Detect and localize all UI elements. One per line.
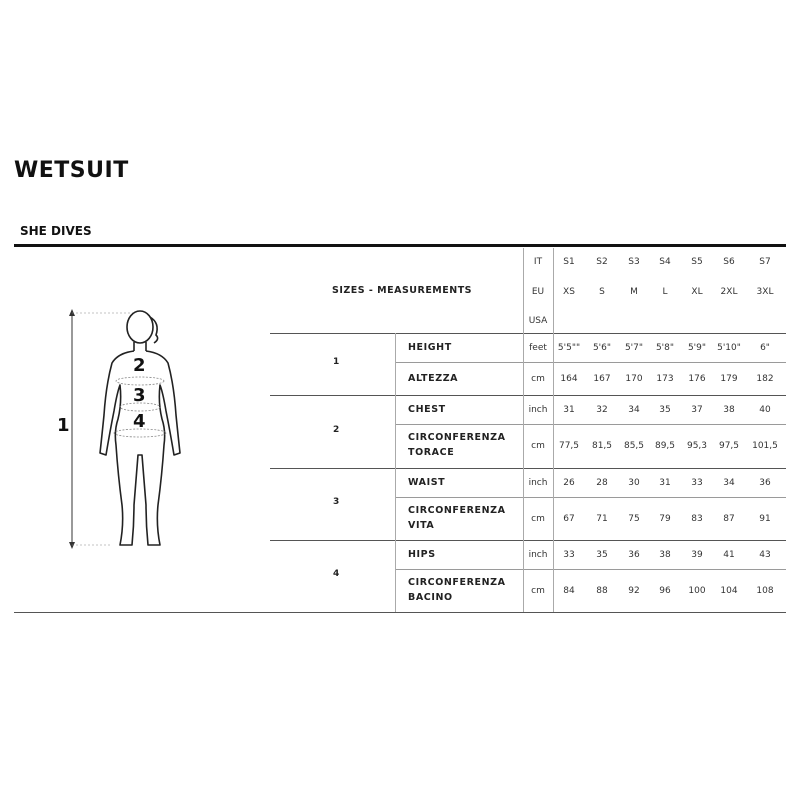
size-value: S5 — [691, 257, 703, 267]
size-value: L — [662, 287, 668, 297]
size-value: S3 — [628, 257, 640, 267]
measurement-value: 31 — [563, 404, 575, 415]
measurement-value: 26 — [563, 477, 575, 488]
unit-label: inch — [528, 404, 548, 415]
size-system-label: IT — [533, 257, 543, 267]
unit-label: inch — [528, 549, 548, 560]
measurement-value: 31 — [659, 477, 671, 488]
measurement-value: 75 — [628, 513, 640, 524]
size-value: M — [630, 287, 638, 297]
size-value: S — [599, 287, 605, 297]
measurement-value: 88 — [596, 585, 608, 596]
sizes-header-label: SIZES - MEASUREMENTS — [332, 285, 473, 296]
group-divider — [270, 333, 786, 334]
size-value: S2 — [596, 257, 608, 267]
measurement-value: 77,5 — [558, 441, 580, 451]
group-number: 3 — [333, 497, 340, 507]
measurement-value: 101,5 — [752, 441, 778, 451]
unit-label: inch — [528, 477, 548, 488]
measurement-value: 5'10" — [717, 342, 741, 353]
measurement-value: 35 — [596, 549, 608, 560]
measurement-value: 179 — [720, 373, 738, 384]
measurement-value: 83 — [691, 513, 703, 524]
measurement-label: HEIGHT — [408, 341, 452, 353]
measurement-label: ALTEZZA — [408, 372, 459, 384]
measurement-value: 5'6" — [592, 342, 612, 353]
measurement-value: 34 — [628, 404, 640, 415]
waist-marker: 3 — [133, 385, 146, 406]
size-value: S1 — [563, 257, 575, 267]
measurement-value: 91 — [759, 513, 771, 524]
unit-label: cm — [531, 373, 545, 384]
measurement-label: HIPS — [408, 548, 436, 560]
height-marker: 1 — [57, 415, 70, 436]
measurement-value: 164 — [560, 373, 578, 384]
size-system-label: USA — [528, 316, 548, 326]
measurement-value: 5'7" — [624, 342, 644, 353]
group-divider — [270, 468, 786, 469]
measurement-value: 6" — [760, 342, 770, 353]
column-divider — [553, 248, 554, 333]
measurement-value: 170 — [625, 373, 643, 384]
measurement-value: 176 — [688, 373, 706, 384]
page-title: WETSUIT — [14, 158, 129, 183]
unit-label: cm — [531, 585, 545, 596]
measurement-value: 28 — [596, 477, 608, 488]
row-divider — [395, 569, 786, 570]
column-divider — [395, 333, 396, 612]
group-divider — [270, 540, 786, 541]
chest-marker: 2 — [133, 355, 146, 376]
size-value: 3XL — [756, 287, 774, 297]
measurement-value: 71 — [596, 513, 608, 524]
measurement-value: 33 — [563, 549, 575, 560]
measurement-value: 40 — [759, 404, 771, 415]
measurement-value: 67 — [563, 513, 575, 524]
hips-marker: 4 — [133, 411, 146, 432]
measurement-value: 36 — [759, 477, 771, 488]
measurement-value: 95,3 — [686, 441, 708, 451]
unit-label: cm — [531, 513, 545, 524]
measurement-value: 182 — [756, 373, 774, 384]
size-value: XS — [563, 287, 575, 297]
measurement-label: CIRCONFERENZA BACINO — [408, 576, 506, 603]
measurement-value: 38 — [723, 404, 735, 415]
measurement-value: 97,5 — [718, 441, 740, 451]
measurement-value: 5'5"" — [557, 342, 581, 353]
section-subtitle: SHE DIVES — [20, 224, 92, 238]
header-rule — [14, 244, 786, 247]
row-divider — [395, 424, 786, 425]
column-divider — [553, 333, 554, 612]
measurement-label: CHEST — [408, 403, 446, 415]
measurement-value: 39 — [691, 549, 703, 560]
measurement-value: 5'8" — [655, 342, 675, 353]
measurement-value: 38 — [659, 549, 671, 560]
column-divider — [523, 333, 524, 612]
measurement-value: 33 — [691, 477, 703, 488]
measurement-value: 32 — [596, 404, 608, 415]
measurement-label: WAIST — [408, 476, 446, 488]
measurement-label: CIRCONFERENZA TORACE — [408, 432, 506, 458]
size-value: 2XL — [720, 287, 738, 297]
size-value: S6 — [723, 257, 735, 267]
size-value: XL — [691, 287, 703, 297]
measurement-value: 87 — [723, 513, 735, 524]
measurement-value: 108 — [756, 585, 774, 596]
group-number: 4 — [333, 569, 340, 579]
size-value: S4 — [659, 257, 671, 267]
body-figure — [57, 305, 210, 555]
measurement-value: 34 — [723, 477, 735, 488]
measurement-value: 35 — [659, 404, 671, 415]
measurement-value: 89,5 — [654, 441, 676, 451]
measurement-value: 81,5 — [591, 441, 613, 451]
group-number: 2 — [333, 424, 340, 435]
table-bottom-rule — [14, 612, 786, 613]
column-divider — [523, 248, 524, 333]
measurement-value: 37 — [691, 404, 703, 415]
measurement-value: 96 — [659, 585, 671, 596]
measurement-value: 173 — [656, 373, 674, 384]
measurement-value: 84 — [563, 585, 575, 596]
measurement-value: 79 — [659, 513, 671, 524]
measurement-value: 92 — [628, 585, 640, 596]
group-number: 1 — [333, 357, 340, 367]
measurement-value: 85,5 — [623, 441, 645, 451]
measurement-value: 41 — [723, 549, 735, 560]
measurement-value: 43 — [759, 549, 771, 560]
measurement-value: 104 — [720, 585, 738, 596]
unit-label: cm — [531, 441, 545, 451]
row-divider — [395, 362, 786, 363]
measurement-value: 5'9" — [687, 342, 707, 353]
group-divider — [270, 395, 786, 396]
size-value: S7 — [759, 257, 771, 267]
unit-label: feet — [529, 342, 547, 353]
measurement-value: 30 — [628, 477, 640, 488]
measurement-value: 100 — [688, 585, 706, 596]
measurement-value: 36 — [628, 549, 640, 560]
measurement-value: 167 — [593, 373, 611, 384]
measurement-label: CIRCONFERENZA VITA — [408, 504, 506, 531]
row-divider — [395, 497, 786, 498]
size-system-label: EU — [531, 287, 545, 297]
